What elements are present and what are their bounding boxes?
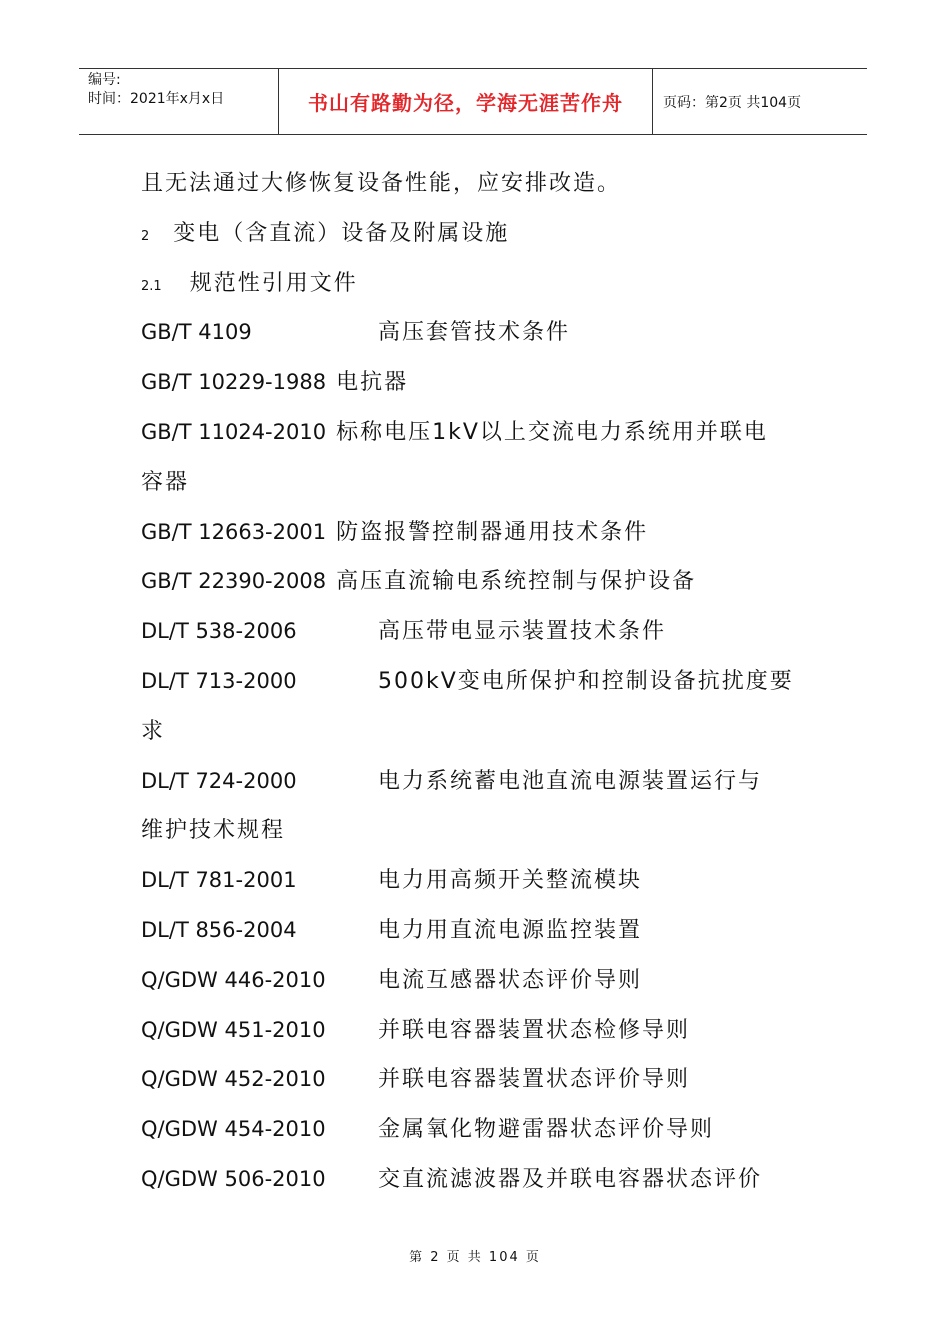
reference-entry: [141, 508, 821, 558]
standard-code: DL/T 856-2004: [141, 917, 297, 942]
standard-title: 高压带电显示装置技术条件: [378, 619, 667, 645]
reference-entry: [141, 408, 821, 458]
standard-title: 并联电容器装置状态检修导则: [378, 1017, 691, 1043]
standard-code: DL/T 781-2001: [141, 868, 297, 893]
standard-title: 高压套管技术条件: [378, 320, 571, 346]
section-number: 2.1: [141, 278, 162, 294]
header-motto: 书山有路勤为径，学海无涯苦作舟: [279, 69, 653, 134]
standard-code: DL/T 724-2000: [141, 768, 297, 793]
reference-entry: [141, 956, 821, 1006]
header-meta: [79, 69, 279, 134]
reference-entry: [141, 906, 821, 956]
standard-code: GB/T 11024-2010: [141, 419, 327, 444]
reference-entry-continuation: 求: [141, 718, 166, 744]
standard-code: Q/GDW 454-2010: [141, 1117, 326, 1142]
standard-code: Q/GDW 446-2010: [141, 967, 326, 992]
standard-title: 电力系统蓄电池直流电源装置运行与: [378, 768, 763, 794]
standard-title: 交直流滤波器及并联电容器状态评价: [378, 1166, 763, 1192]
standard-code: GB/T 10229-1988: [141, 370, 327, 395]
standard-title: 电流互感器状态评价导则: [378, 967, 643, 993]
standard-code: Q/GDW 451-2010: [141, 1017, 326, 1042]
reference-entry: [141, 358, 821, 408]
standard-code: GB/T 22390-2008: [141, 569, 327, 594]
standard-code: GB/T 12663-2001: [141, 519, 327, 544]
standard-code: DL/T 713-2000: [141, 668, 297, 693]
standard-code: GB/T 4109: [141, 320, 252, 345]
reference-entry: [141, 1155, 821, 1205]
standard-code: Q/GDW 452-2010: [141, 1067, 326, 1092]
section-heading-2: [141, 209, 821, 259]
header-page-number: 页码：第2页 共104页: [663, 94, 802, 111]
standard-title: 标称电压1kV以上交流电力系统用并联电: [336, 419, 768, 445]
reference-entry: [141, 308, 821, 358]
section-heading-2-1: [141, 259, 821, 309]
reference-entry: [141, 1006, 821, 1056]
standard-title: 高压直流输电系统控制与保护设备: [336, 569, 697, 595]
reference-entry: [141, 757, 821, 807]
reference-entry: [141, 557, 821, 607]
standard-title: 电抗器: [336, 370, 409, 396]
standard-title: 500kV变电所保护和控制设备抗扰度要: [378, 668, 794, 694]
continuation-text: 且无法通过大修恢复设备性能，应安排改造。: [141, 171, 622, 196]
standard-title: 金属氧化物避雷器状态评价导则: [378, 1117, 715, 1143]
reference-entry-continuation: 容器: [141, 469, 190, 495]
standard-title: 电力用高频开关整流模块: [378, 868, 643, 894]
document-time-label: 时间：2021年x月x日: [88, 91, 225, 107]
reference-entry: [141, 607, 821, 657]
reference-entry-continuation: 维护技术规程: [141, 818, 286, 844]
section-title: 规范性引用文件: [189, 270, 358, 296]
standard-code: Q/GDW 506-2010: [141, 1166, 326, 1191]
reference-entry: [141, 1105, 821, 1155]
standard-title: 防盗报警控制器通用技术条件: [336, 519, 649, 545]
reference-entry: [141, 856, 821, 906]
page-footer: 第 2 页 共 104 页: [409, 1250, 541, 1265]
page-header: [79, 68, 867, 135]
section-number: 2: [141, 228, 150, 244]
standard-code: DL/T 538-2006: [141, 619, 297, 644]
document-body: [141, 159, 821, 1205]
standard-title: 并联电容器装置状态评价导则: [378, 1067, 691, 1093]
standard-title: 电力用直流电源监控装置: [378, 917, 643, 943]
reference-entry: [141, 1055, 821, 1105]
section-title: 变电（含直流）设备及附属设施: [173, 220, 510, 246]
document-number-label: 编号:: [88, 72, 121, 88]
reference-entry: [141, 657, 821, 707]
